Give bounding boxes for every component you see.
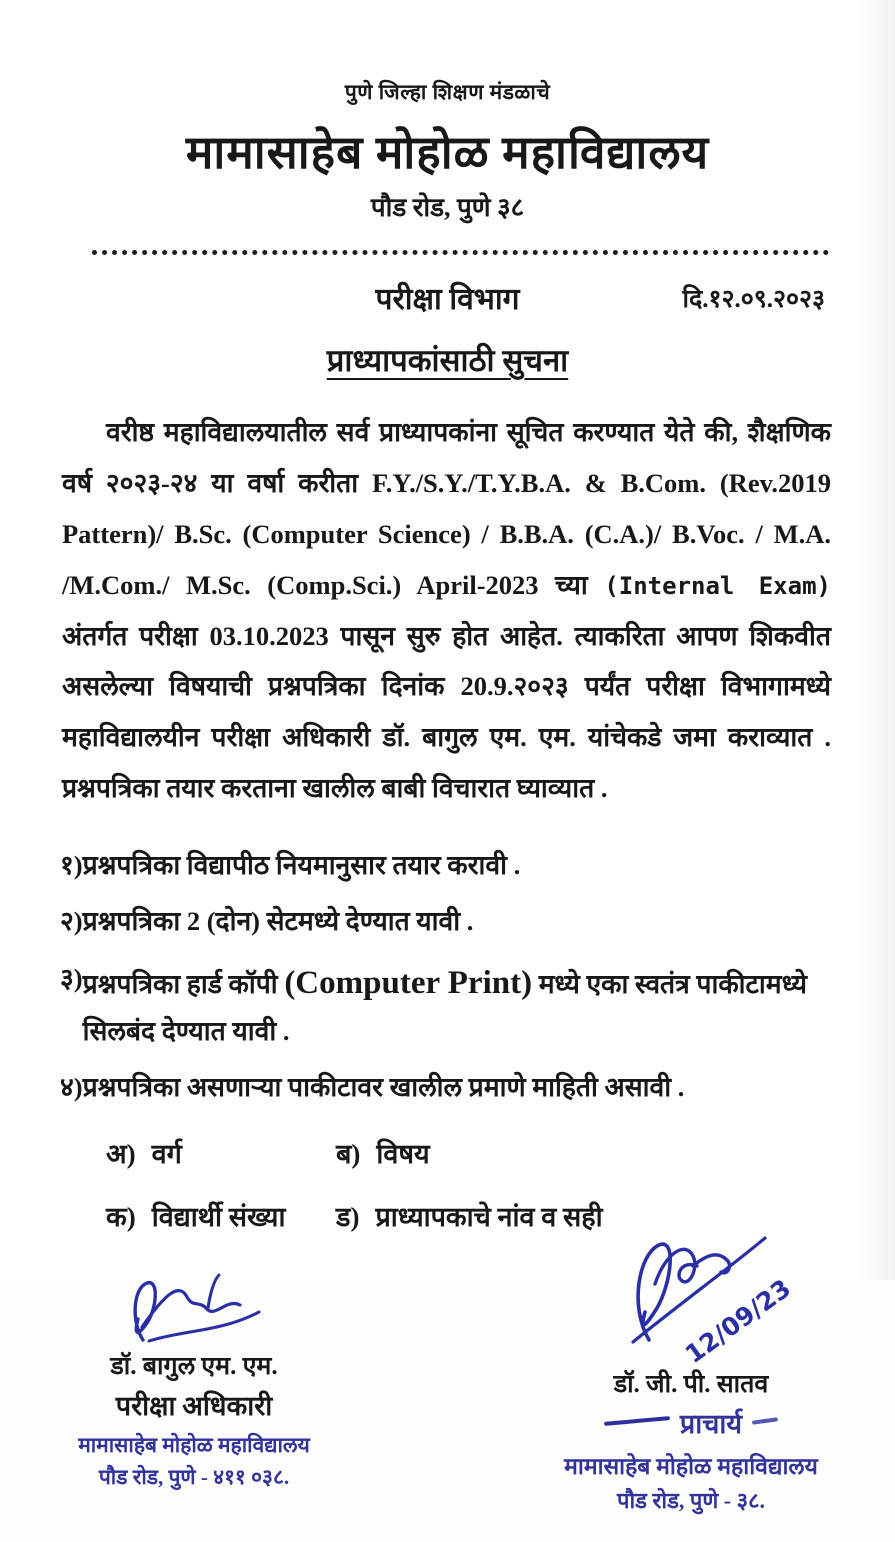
item-2-number: २) — [60, 906, 83, 937]
subitem-d-text: प्राध्यापकाचे नांव व सही — [375, 1202, 603, 1233]
item-2-pre: प्रश्नपत्रिका — [82, 906, 187, 937]
college-name: मामासाहेब मोहोळ महाविद्यालय — [185, 127, 710, 178]
subitem-b — [336, 1134, 837, 1171]
para-exam-start-date: 03.10.2023 — [209, 620, 329, 651]
para-seg-9: पर्यंत परीक्षा विभागामध्ये — [568, 671, 831, 702]
left-signatory-name: डॉ. बागुल एम. एम. — [110, 1353, 278, 1381]
left-stamp-college: मामासाहेब मोहोळ महाविद्यालय — [78, 1433, 310, 1458]
signature-block-exam-officer — [64, 1270, 324, 1491]
right-stamp-address: पौड रोड, पुणे - ३८. — [616, 1488, 766, 1514]
item-3-pre: प्रश्नपत्रिका हार्ड कॉपी — [82, 968, 285, 999]
para-seg-7: पासून सुरु होत आहेत. त्याकरिता आपण शिकवीत असलेल्या विषयाची प्रश्नपत्रिका दिनांक — [62, 620, 831, 702]
item-4-post: पाकीटावर खालील प्रमाणे माहिती असावी . — [281, 1071, 685, 1102]
item-4-number: ४) — [60, 1071, 83, 1102]
left-signatory-designation: परीक्षा अधिकारी — [115, 1391, 273, 1422]
list-item-4 — [60, 1066, 837, 1108]
item-4-pre: प्रश्नपत्रिका — [82, 1071, 187, 1102]
pen-stroke-icon — [752, 1417, 778, 1425]
handwritten-sign-date: 12/09/23 — [679, 1273, 797, 1370]
item-3-post: मध्ये एका स्वतंत्र पाकीटामध्ये सिलबंद देण्यात यावी . — [82, 968, 807, 1046]
item-1-number: १) — [60, 850, 83, 880]
letterhead — [58, 78, 837, 224]
dotted-divider — [92, 250, 829, 255]
list-item-3 — [60, 957, 837, 1052]
para-internal-exam: (Internal Exam) — [604, 571, 831, 600]
signature-row — [58, 1242, 837, 1542]
para-exam-officer: महाविद्यालयीन परीक्षा अधिकारी डॉ. बागुल एम. एम. — [62, 722, 576, 753]
item-2-text — [83, 900, 837, 942]
subitem-b-label: ब) — [336, 1139, 361, 1170]
item-3-text — [83, 957, 837, 1052]
right-designation-row — [551, 1400, 831, 1441]
signature-ink-left — [109, 1270, 279, 1354]
department-title: परीक्षा विभाग — [375, 283, 520, 316]
item-2-post: सेटमध्ये देण्यात यावी . — [259, 906, 474, 937]
item-3-number: ३) — [60, 962, 83, 993]
envelope-info-grid — [106, 1134, 837, 1234]
notice-body — [62, 407, 831, 814]
notice-title-text: प्राध्यापकांसाठी सुचना — [326, 343, 569, 378]
subitem-b-text: विषय — [376, 1139, 430, 1170]
right-signatory-designation: प्राचार्य — [679, 1409, 743, 1440]
item-4-bold: असणाऱ्या — [186, 1071, 282, 1102]
para-submit-date: 20.9.२०२३ — [460, 671, 569, 702]
item-3-computer-print: (Computer Print) — [284, 964, 533, 1001]
para-seg-5: अंतर्गत परीक्षा — [62, 620, 210, 651]
signature-ink-right — [581, 1222, 801, 1372]
item-4-text — [83, 1066, 837, 1108]
para-seg-11: यांचेकडे जमा कराव्यात . प्रश्नपत्रिका तयार करताना खालील बाबी विचारात घ्याव्यात . — [62, 722, 832, 804]
item-1-text: प्रश्नपत्रिका विद्यापीठ नियमानुसार तयार करावी . — [82, 850, 521, 880]
subitem-k-text: विद्यार्थी संख्या — [151, 1202, 286, 1233]
list-item-1 — [60, 844, 837, 886]
para-course-list: F.Y./S.Y./T.Y.B.A. & B.Com. (Rev.2019 Pattern)/ B.Sc. (Computer Science) / B.B.A. (C.A.)/ B.Voc. / M.A. /M.Com./ M.Sc. (Comp.Sci.) April-2023 — [62, 467, 831, 600]
left-stamp-address: पौड रोड, पुणे - ४११ ०३८. — [98, 1465, 290, 1490]
item-2-sets: 2 (दोन) — [186, 906, 260, 937]
instruction-list — [60, 844, 837, 1108]
subitem-k — [106, 1197, 336, 1234]
org-line: पुणे जिल्हा शिक्षण मंडळाचे — [344, 80, 551, 104]
signature-block-principal — [551, 1222, 831, 1515]
college-address: पौड रोड, पुणे ३८ — [370, 193, 525, 222]
para-seg-1: वरीष्ठ महाविद्यालयातील सर्व प्राध्यापकांना सूचित करण्यात येते की, शैक्षणिक वर्ष २०२३-२४ या वर्षा करीता — [62, 417, 831, 498]
notice-title — [58, 339, 837, 381]
subitem-a — [106, 1134, 336, 1171]
subitem-a-text: वर्ग — [151, 1139, 182, 1170]
list-item-2 — [60, 900, 837, 942]
pen-stroke-icon — [604, 1416, 670, 1426]
para-seg-3: च्या — [538, 569, 605, 600]
meta-row — [58, 277, 837, 319]
subitem-a-label: अ) — [106, 1139, 136, 1170]
subitem-d-label: ड) — [336, 1202, 360, 1233]
right-signatory-name: डॉ. जी. पी. सातव — [613, 1371, 769, 1399]
right-stamp-college: मामासाहेब मोहोळ महाविद्यालय — [564, 1454, 818, 1480]
document-date: दि.१२.०९.२०२३ — [682, 286, 825, 313]
subitem-k-label: क) — [106, 1202, 136, 1233]
